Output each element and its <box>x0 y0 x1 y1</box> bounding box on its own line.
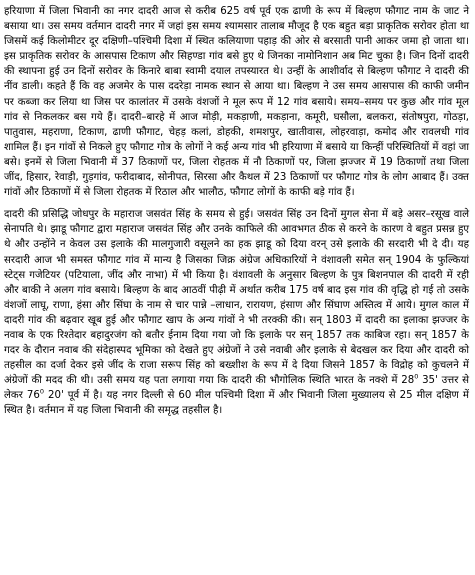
paragraph-dadri-founding: हरियाणा में जिला भिवानी का नगर दादरी आज से करीब 625 वर्ष पूर्व एक ढाणी के रूप में बिल्हण फौगाट नाम के जाट ने बसाया था। उस समय वर्तमान दादरी नगर में जहां इस समय श्यामसार तालाब मौजूद है एक बहुत बड़ा प्राकृतिक सरोवर होता था जिसमें कई किलोमीटर दूर दक्षिणी–पश्चिमी दिशा में स्थित कलियाणा पहाड़ की ओर से बरसाती पानी आकर जमा हो जाता था। इस प्राकृतिक सरोवर के आसपास टिकाण और सिहण्डा गांव बसे हुए थे जिनका नामोनिशान अब मिट चुका है। जिन दिनों दादरी की स्थापना हुई उन दिनों सरोवर के किनारे बाबा स्वामी दयाल तपस्यारत थे। उन्हीं के आशीर्वाद से बिल्हण फौगाट ने दादरी की नींव डाली। कहते हैं कि वह अजमेर के पास ददरेड़ा नामक स्थान से आया था। बिल्हण ने उस समय आसपास की काफी जमीन पर कब्जा कर लिया था जिस पर कालांतर में उसके वंशजों ने मूल रूप में 12 गांव बसाये। समय–समय पर कुछ और गांव मूल गांव से निकलकर बस गये हैं। दादरी–बारहे में आज मोड़ी, मकड़ाणी, मकड़ाना, कमूरी, घसौला, बलकरा, संतोषपुरा, गोठड़ा, पातुवास, महराणा, टिकाण, ढाणी फौगाट, चेहड़ कलां, डोहकी, शमशपुर, खातीवास, लोहरवाड़ा, कमोद और रावलधी गांव शामिल हैं। इन गांवों से निकले हुए फौगाट गोत्र के लोगों ने कई अन्य गांव भी हरियाणा में बसाये या किन्हीं परिस्थितियों में वहां जा बसे। इनमें से जिला भिवानी में 37 ठिकाणों पर, जिला रोहतक में नौ ठिकाणों पर, जिला झज्जर में 19 ठिकाणों तथा जिला जींद, हिसार, रेवाड़ी, गुड़गांव, फरीदाबाद, सोनीपत, सिरसा और कैथल में 23 ठिकाणों पर फौगाट गोत्र के लोग आबाद हैं। उक्त गांवों और ठिकाणों में से जिला रोहतक में रिठाल और भालौठ, फौगाट लोगों के काफी बड़े गांव हैं। <box>4 6 469 199</box>
paragraph-text: 20' पूर्व में है। यह नगर दिल्ली से 60 मील पश्चिमी दिशा में और भिवानी जिला मुख्यालय से 25 मील दक्षिण में स्थित है। वर्तमान में यह जिला भिवानी की समृद्ध तहसील है। <box>4 390 469 417</box>
latitude-degree-mark: 0 <box>414 372 419 381</box>
paragraph-text: दादरी की प्रसिद्धि जोधपुर के महाराज जसवंत सिंह के समय से हुई। जसवंत सिंह उन दिनों मुगल सेना में बड़े असर–रसूख वाले सेनापति थे। झाडू फौगाट द्वारा महाराज जसवंत सिंह और उनके काफिले की आवभगत ठीक से करने के कारण वे बहुत प्रसन्न हुए थे और उन्होंने न केवल उस इलाके की मालगुजारी वसूलने का हक झाडू को दिया वरन् उसे इलाके की सरदारी भी दे दी। यह सरदारी आज भी समस्त फौगाट गांव में मान्य है जिसका जिक्र अंग्रेज अधिकारियों ने वंशावली समेत सन् 1904 के फुल्कियां स्टेट्स गजेटियर (पटियाला, जींद और नाभा) में भी किया है। वंशावली के अनुसार बिल्हण के पुत्र बिशनपाल की दादरी में रही और बाकी ने अलग गांव बसाये। बिल्हण के बाद आठवीं पीढ़ी में अर्थात करीब 175 वर्ष बाद इस गांव की वृद्धि हो गई तो उसके वंशजों लाघू, राणा, हंसा और सिंघा के नाम से चार पान्ने –लाधान, रारायण, हंसाण और सिंघाण अस्तित्व में आये। मुगल काल में दादरी गांव की बढ़वार खूब हुई और फौगाट खाप के अन्य गांवों ने भी तरक्की की। सन् 1803 में दादरी का इलाका झज्जर के नवाब के एक रिश्तेदार बहादुरजंग को बतौर ईनाम दिया गया जो कि इलाके पर सन् 1857 तक काबिज रहा। सन् 1857 के गदर के दौरान नवाब की संदेहास्पद भूमिका को देखते हुए अंग्रेजों ने उसे नवाबी और इलाके से बेदखल कर दिया और दादरी को तहसील का दर्जा देकर इसे जींद के राजा सरूप सिंह को बख्शीश के रूप में दे दिया जिसने 1857 के विद्रोह को कुचलने में अंग्रेजों की मदद की थी। उसी समय यह पता लगाया गया कि दादरी की भौगोलिक स्थिति भारत के नक्शे में 28 <box>4 209 469 387</box>
paragraph-text: 35' उत्तर से लेकर 76 <box>4 375 469 402</box>
longitude-degree-mark: 0 <box>39 387 44 396</box>
paragraph-dadri-history <box>4 207 469 418</box>
